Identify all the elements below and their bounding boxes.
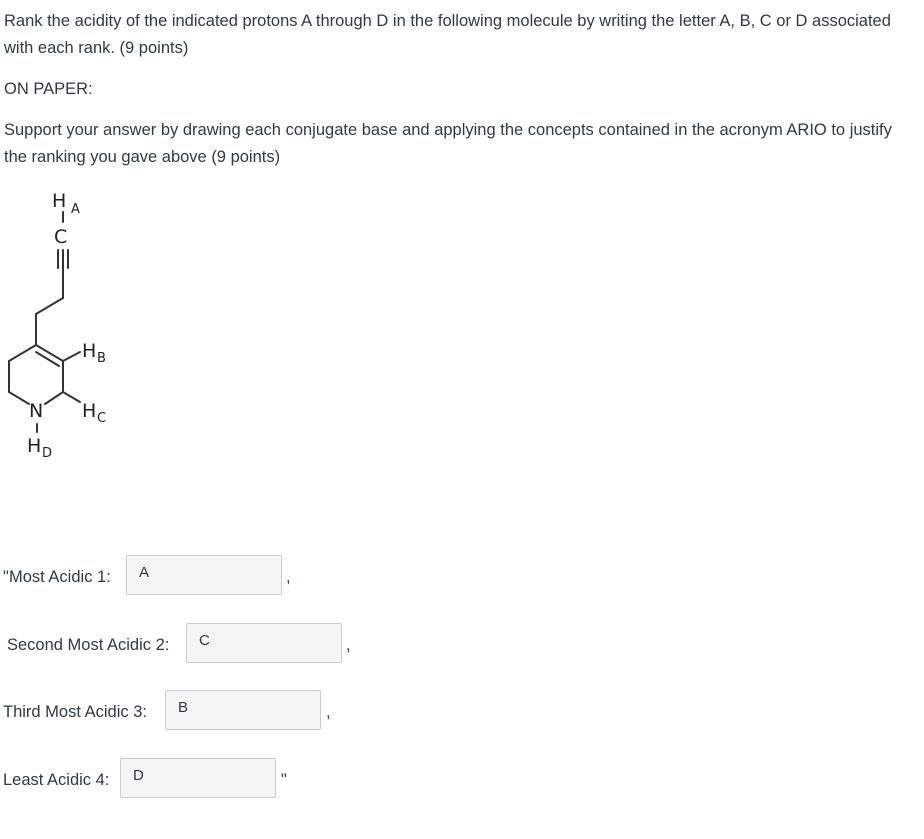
atom-h-b-subscript: B bbox=[97, 351, 106, 366]
answer-label-1: Most Acidic 1: bbox=[9, 568, 111, 586]
answer-label-2: Second Most Acidic 2: bbox=[7, 636, 170, 654]
comma-3: , bbox=[326, 703, 331, 721]
ring-double-bond-outer bbox=[36, 345, 63, 361]
atom-h-c: H bbox=[82, 400, 97, 422]
on-paper-label: ON PAPER: bbox=[4, 80, 93, 98]
bond-hb bbox=[63, 352, 80, 361]
answer-value-4: D bbox=[133, 767, 144, 784]
answer-dropdown-3[interactable] bbox=[165, 690, 321, 730]
ring-bond-n-right bbox=[45, 392, 63, 404]
answer-value-1: A bbox=[139, 564, 150, 581]
answer-dropdown-4[interactable] bbox=[120, 758, 276, 798]
answer-row-4 bbox=[0, 758, 300, 800]
answer-row-3 bbox=[0, 690, 340, 732]
answer-row-1 bbox=[0, 555, 300, 597]
answer-value-2: C bbox=[199, 632, 210, 649]
atom-h-d-subscript: D bbox=[42, 446, 53, 461]
answer-row-2 bbox=[0, 623, 360, 665]
atom-h-d: H bbox=[27, 435, 42, 457]
answer-label-4: Least Acidic 4: bbox=[3, 771, 110, 789]
answer-label-3: Third Most Acidic 3: bbox=[3, 703, 147, 721]
close-quote: " bbox=[281, 771, 287, 789]
comma-2: , bbox=[346, 636, 351, 654]
ring-bond-left-top bbox=[9, 345, 36, 361]
answer-dropdown-1[interactable] bbox=[126, 555, 282, 595]
atom-h-a-subscript: A bbox=[71, 202, 80, 217]
comma-1: , bbox=[286, 568, 291, 586]
support-instructions: Support your answer by drawing each conjugate base and applying the concepts contained in the acronym ARIO to justify the ranking you gave above (9 points) bbox=[4, 121, 892, 166]
atom-h-a: H bbox=[52, 190, 67, 212]
ring-bond-left-n bbox=[9, 392, 29, 404]
bond-chain-2 bbox=[36, 298, 63, 314]
answer-dropdown-2[interactable] bbox=[186, 623, 342, 663]
atom-h-b: H bbox=[82, 340, 97, 362]
molecule-structure bbox=[0, 180, 140, 470]
atom-n: N bbox=[29, 400, 44, 422]
open-quote: " bbox=[3, 568, 9, 586]
answer-value-3: B bbox=[178, 699, 189, 716]
atom-h-c-subscript: C bbox=[97, 411, 107, 426]
bond-hc bbox=[63, 392, 80, 402]
ring-double-bond-inner bbox=[36, 352, 59, 366]
question-text: Rank the acidity of the indicated protons A through D in the following molecule by writing the letter A, B, C or D associated with each rank. (9 points) bbox=[4, 12, 891, 57]
atom-c-alkyne: C bbox=[54, 226, 68, 248]
